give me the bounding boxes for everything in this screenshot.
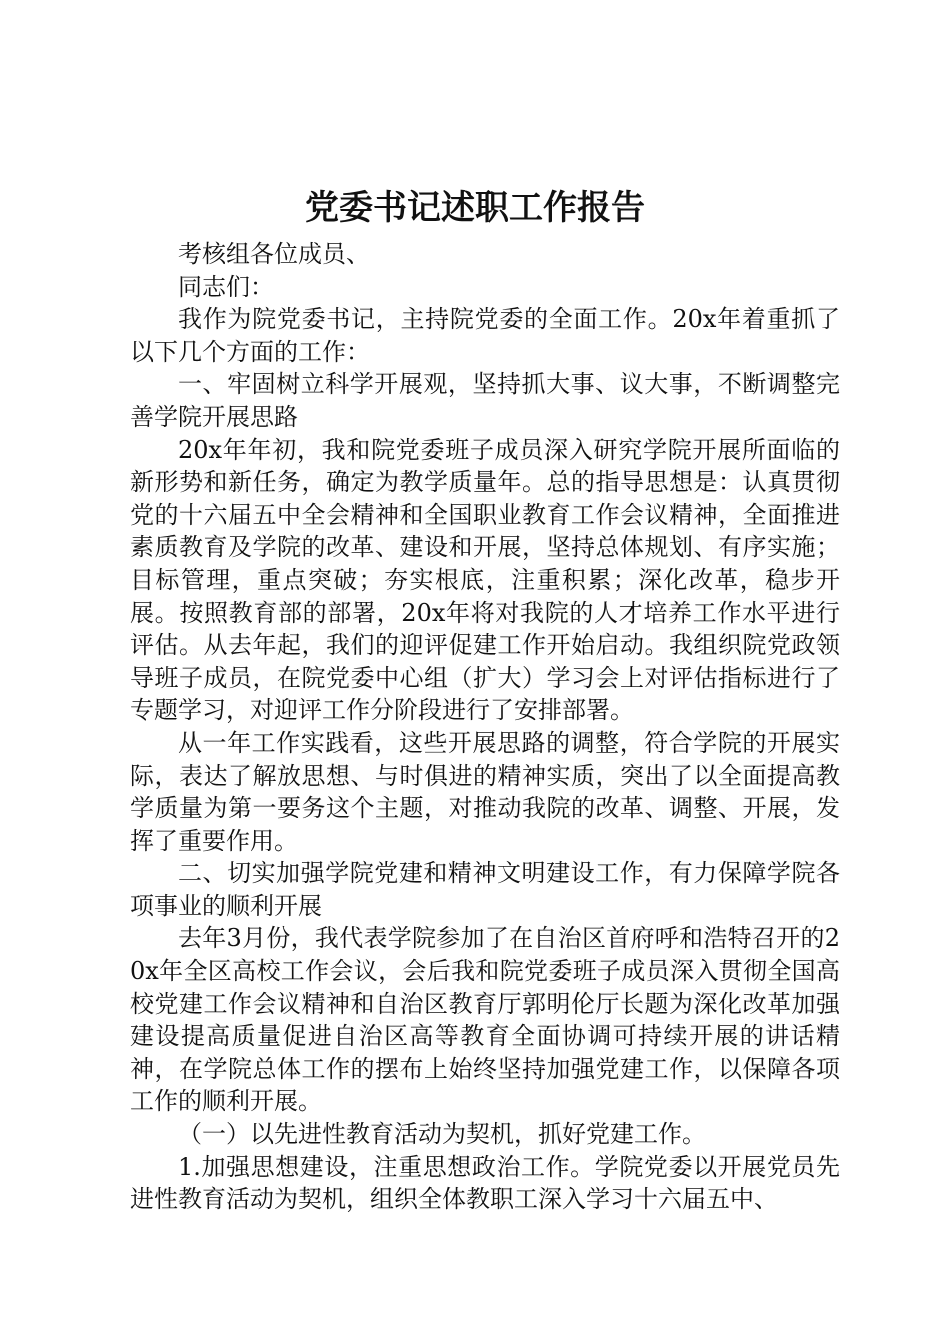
document-title: 党委书记述职工作报告 <box>305 188 645 228</box>
subsection-heading: （一）以先进性教育活动为契机，抓好党建工作。 <box>178 1120 706 1149</box>
section-heading-2: 二、切实加强学院党建和精神文明建设工作，有力保障学院各项事业的顺利开展 <box>130 859 840 920</box>
body-paragraph: 1.加强思想建设，注重思想政治工作。学院党委以开展党员先进性教育活动为契机，组织全体教职工深入学习十六届五中、 <box>130 1152 840 1214</box>
salutation-line-1: 考核组各位成员、 <box>178 240 370 268</box>
document-body <box>130 238 840 1216</box>
intro-paragraph: 我作为院党委书记，主持院党委的全面工作。20x年着重抓了以下几个方面的工作： <box>130 305 840 366</box>
section-heading-1: 一、牢固树立科学开展观，坚持抓大事、议大事，不断调整完善学院开展思路 <box>130 370 840 431</box>
body-paragraph: 去年3月份，我代表学院参加了在自治区首府呼和浩特召开的20x年全区高校工作会议，会后我和院党委班子成员深入贯彻全国高校党建工作会议精神和自治区教育厅郭明伦厅长题为深化改革加强建设提高质量促进自治区高等教育全面协调可持续开展的讲话精神，在学院总体工作的摆布上始终坚持加强党建工作，以保障各项工作的顺利开展。 <box>130 924 840 1116</box>
body-paragraph: 从一年工作实践看，这些开展思路的调整，符合学院的开展实际，表达了解放思想、与时俱进的精神实质，突出了以全面提高教学质量为第一要务这个主题，对推动我院的改革、调整、开展，发挥了重要作用。 <box>130 728 840 855</box>
body-paragraph: 20x年年初，我和院党委班子成员深入研究学院开展所面临的新形势和新任务，确定为教学质量年。总的指导思想是：认真贯彻党的十六届五中全会精神和全国职业教育工作会议精神，全面推进素质教育及学院的改革、建设和开展，坚持总体规划、有序实施；目标管理，重点突破；夯实根底，注重积累；深化改革，稳步开展。按照教育部的部署，20x年将对我院的人才培养工作水平进行评估。从去年起，我们的迎评促建工作开始启动。我组织院党政领导班子成员，在院党委中心组（扩大）学习会上对评估指标进行了专题学习，对迎评工作分阶段进行了安排部署。 <box>130 435 840 725</box>
salutation-line-2: 同志们： <box>178 272 274 301</box>
